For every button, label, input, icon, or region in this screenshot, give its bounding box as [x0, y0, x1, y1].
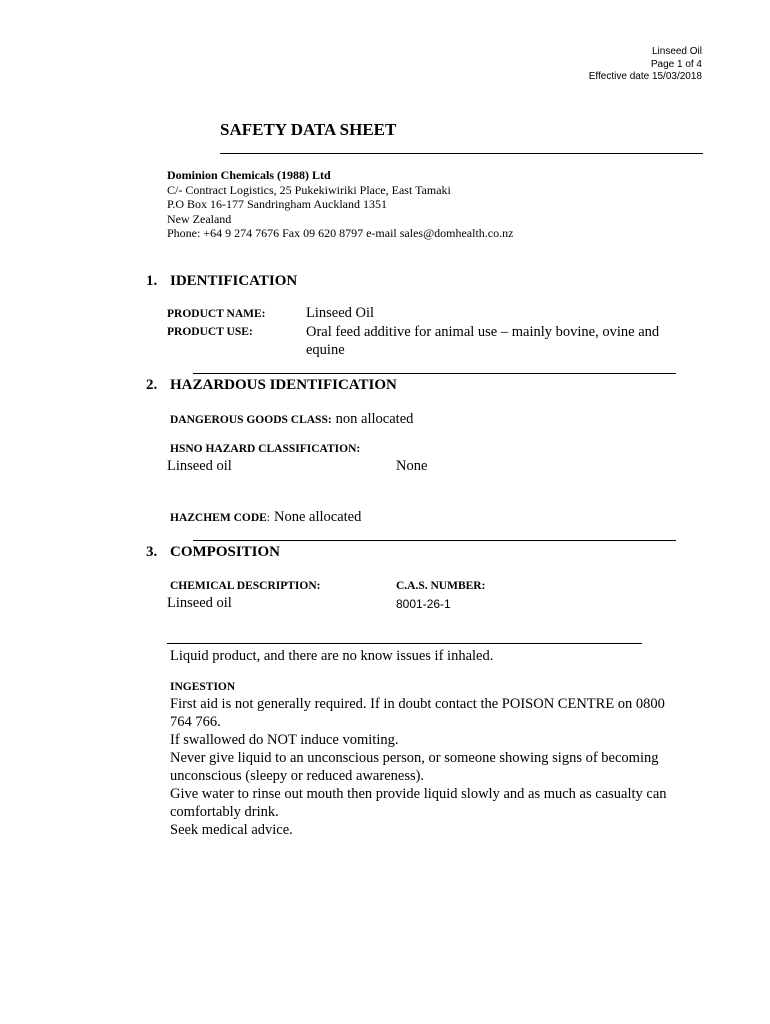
dangerous-goods-row: [170, 410, 413, 428]
chemical-description-label: CHEMICAL DESCRIPTION:: [170, 580, 321, 592]
dangerous-goods-value: non allocated: [335, 411, 414, 427]
header-effective-date: Effective date 15/03/2018: [588, 71, 702, 82]
company-block: [167, 168, 513, 241]
section-3-divider: [167, 643, 642, 644]
header-page-number: Page 1 of 4: [650, 58, 702, 70]
product-use-line2: equine: [306, 342, 345, 358]
company-country: New Zealand: [167, 211, 232, 226]
ingestion-text: [170, 695, 730, 839]
ingestion-line: Give water to rinse out mouth then provide liquid slowly and as much as casualty can: [170, 786, 667, 802]
ingestion-line: 764 766.: [170, 714, 221, 730]
document-title: SAFETY DATA SHEET: [220, 120, 397, 139]
company-address-line2: P.O Box 16-177 Sandringham Auckland 1351: [167, 197, 387, 212]
product-use-value: [306, 323, 659, 359]
header-product: Linseed Oil: [651, 46, 702, 57]
section-2-heading: [146, 377, 397, 394]
ingestion-line: First aid is not generally required. If in doubt contact the POISON CENTRE on 0800: [170, 696, 665, 712]
company-address-line1: C/- Contract Logistics, 25 Pukekiwiriki Place, East Tamaki: [167, 182, 451, 197]
ingestion-line: unconscious (sleepy or reduced awareness).: [170, 768, 425, 784]
ingestion-label: INGESTION: [170, 681, 236, 693]
company-contact: Phone: +64 9 274 7676 Fax 09 620 8797 e-mail sales@domhealth.co.nz: [167, 226, 514, 241]
section-2-title: HAZARDOUS IDENTIFICATION: [170, 377, 397, 393]
ingestion-line: Never give liquid to an unconscious person, or someone showing signs of becoming: [170, 750, 659, 766]
hsno-value: None: [396, 458, 428, 474]
hazchem-value: None allocated: [274, 509, 362, 525]
section-1-divider: [193, 373, 676, 374]
title-divider: [220, 153, 703, 154]
product-use-line1: Oral feed additive for animal use – mainly bovine, ovine and: [306, 324, 660, 340]
section-2-divider: [193, 540, 676, 541]
hsno-item: Linseed oil: [167, 458, 232, 474]
section-1-number: 1.: [146, 273, 158, 289]
section-2-number: 2.: [146, 377, 158, 393]
section-3-title: COMPOSITION: [170, 544, 281, 560]
ingestion-line: If swallowed do NOT induce vomiting.: [170, 732, 399, 748]
inhalation-text: Liquid product, and there are no know issues if inhaled.: [170, 648, 494, 664]
product-name-value: Linseed Oil: [306, 305, 375, 321]
section-1-heading: [146, 273, 297, 290]
page-header: [589, 46, 702, 84]
section-3-heading: [146, 544, 280, 561]
hsno-label: HSNO HAZARD CLASSIFICATION:: [170, 443, 361, 455]
cas-number-value: 8001-26-1: [396, 597, 451, 611]
section-1-title: IDENTIFICATION: [170, 273, 298, 289]
chemical-item: Linseed oil: [167, 595, 232, 611]
hazchem-row: [170, 508, 361, 526]
ingestion-line: comfortably drink.: [170, 804, 279, 820]
product-use-label: PRODUCT USE:: [167, 326, 253, 338]
section-3-number: 3.: [146, 544, 158, 560]
company-name: Dominion Chemicals (1988) Ltd: [167, 168, 331, 182]
hazchem-label: HAZCHEM CODE: [170, 512, 267, 524]
cas-number-label: C.A.S. NUMBER:: [396, 580, 486, 592]
hazchem-colon: :: [266, 512, 270, 524]
dangerous-goods-label: DANGEROUS GOODS CLASS:: [170, 414, 332, 426]
product-name-label: PRODUCT NAME:: [167, 308, 266, 320]
ingestion-line: Seek medical advice.: [170, 822, 293, 838]
